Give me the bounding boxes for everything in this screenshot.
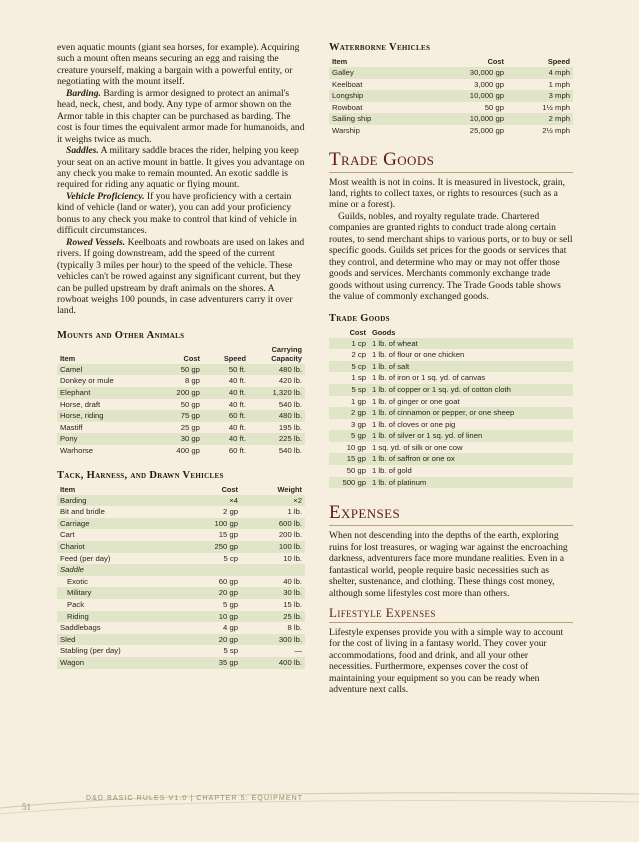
tack-cell: Bit and bridle (60, 507, 105, 517)
mounts-row (57, 410, 305, 422)
tack-cell: 15 gp (218, 530, 238, 540)
waterborne-table-title: Waterborne Vehicles (329, 42, 431, 53)
tack-cell: 2 gp (223, 507, 238, 517)
saddles-paragraph (57, 145, 305, 191)
vehicle-proficiency-body: If you have proficiency with a certain kind of vehicle (land or water), you can add your proficiency bonus to any check you make to control that kind of vehicle in difficult circumstances. (57, 190, 297, 237)
trade-goods-paragraph-1: Most wealth is not in coins. It is measured in livestock, grain, land, rights to collect taxes, or rights to resources (such as a mine or a forest). (329, 176, 566, 211)
trade-goods-cell: 1 gp (351, 396, 366, 406)
tack-cell: Stabling (per day) (60, 646, 121, 656)
trade-goods-cell: 5 gp (351, 431, 366, 441)
trade-goods-cell: 2 cp (351, 350, 366, 360)
trade-header-cost: Cost (349, 327, 366, 337)
trade-goods-cell: 1 lb. of iron or 1 sq. yd. of canvas (372, 373, 486, 383)
right-column (329, 42, 573, 696)
trade-goods-paragraph-2: Guilds, nobles, and royalty regulate trade. Chartered companies are granted rights to conduct trade along certain routes, to send merchant ships to various ports, or to buy or sell specific goods. Guilds set prices for the goods or services that they control, and determine who may or may not offer those goods and services. Merchants commonly exchange trade goods without using currency. The Trade Goods table shows the value of commonly exchanged goods. (329, 210, 573, 303)
trade-goods-row (329, 372, 573, 384)
mounts-cell: 50 ft. (228, 364, 246, 374)
tack-header-cost: Cost (221, 484, 238, 494)
mounts-cell: 40 ft. (228, 422, 246, 432)
trade-goods-row (329, 384, 573, 396)
trade-header-goods: Goods (372, 327, 396, 337)
expenses-heading: Expenses (329, 502, 401, 524)
barding-body: Barding is armor designed to protect an animal's head, neck, chest, and body. Any type of armor shown on the Armor table in this chapter can be purchased as barding. The cost is four times the equivalent armor made for humanoids, and it weighs twice as much. (57, 87, 305, 145)
tack-cell: 60 gp (218, 576, 238, 586)
tack-cell: 30 lb. (283, 588, 302, 598)
tack-cell: Riding (67, 611, 89, 621)
tack-cell: 600 lb. (278, 518, 302, 528)
trade-goods-cell: 1 lb. of ginger or one goat (372, 396, 460, 406)
tack-table-title: Tack, Harness, and Drawn Vehicles (57, 469, 224, 481)
saddles-lead: Saddles. (66, 145, 99, 157)
tack-cell: Wagon (60, 657, 85, 667)
trade-goods-cell: 10 gp (346, 442, 366, 452)
tack-row (57, 611, 305, 623)
waterborne-cell: 30,000 gp (469, 68, 504, 77)
tack-cell: Saddlebags (60, 623, 101, 633)
tack-cell: 250 gp (214, 542, 238, 551)
mounts-cell: 60 ft. (228, 446, 246, 456)
mounts-cell: Warhorse (60, 446, 94, 456)
waterborne-cell: 3 mph (548, 91, 570, 101)
trade-goods-cell: 1 lb. of platinum (372, 477, 427, 487)
tack-row (57, 495, 305, 507)
waterborne-header-cost: Cost (487, 57, 504, 66)
trade-goods-row (329, 430, 573, 442)
waterborne-cell: 3,000 gp (474, 79, 504, 89)
waterborne-header-speed: Speed (547, 57, 570, 66)
tack-row (57, 506, 305, 518)
trade-goods-cell: 1 lb. of saffron or one ox (372, 454, 455, 464)
mounts-table-body (57, 364, 305, 457)
mounts-continued-paragraph: even aquatic mounts (giant sea horses, for example). Acquiring such a mount often means securing an egg and raising the creature yourself, making a bargain with a powerful entity, or negotiating with the mount itself. (57, 42, 300, 88)
trade-goods-row (329, 407, 573, 419)
mounts-cell: Horse, draft (60, 399, 101, 409)
barding-lead: Barding. (66, 87, 101, 99)
mounts-cell: Donkey or mule (60, 376, 114, 386)
mounts-cell: 30 gp (180, 434, 200, 444)
mounts-cell: 40 ft. (228, 388, 246, 398)
mounts-cell: 420 lb. (278, 376, 302, 386)
tack-cell: Cart (60, 530, 75, 540)
trade-goods-table-title: Trade Goods (329, 312, 390, 324)
tack-cell: 5 sp (223, 646, 238, 656)
mounts-cell: Camel (60, 364, 83, 374)
waterborne-cell: 1 mph (548, 79, 570, 89)
mounts-row (57, 445, 305, 457)
left-column (57, 42, 305, 669)
tack-cell: 300 lb. (278, 634, 302, 644)
tack-cell (241, 564, 305, 576)
tack-cell: 20 gp (218, 588, 238, 598)
mounts-cell: Elephant (60, 388, 91, 398)
trade-goods-heading: Trade Goods (329, 148, 435, 170)
trade-goods-row (329, 465, 573, 477)
mounts-row (57, 422, 305, 434)
tack-row (57, 657, 305, 669)
waterborne-cell: Warship (332, 125, 360, 135)
tack-row (57, 622, 305, 634)
footer-text: D&D BASIC RULES V1.0 | CHAPTER 5: EQUIPMENT (86, 795, 304, 802)
barding-paragraph (57, 88, 305, 145)
waterborne-cell: Longship (332, 91, 364, 101)
waterborne-cell: Keelboat (332, 79, 363, 89)
rowed-vessels-body: Keelboats and rowboats are used on lakes and rivers. If going downstream, add the speed of the current (typically 3 miles per hour) to the speed of the vehicle. These vehicles can't be rowed against any significant current, but they can be pulled upstream by draft animals on the shores. A rowboat weighs 100 pounds, in case adventurers carry it over land. (57, 236, 305, 317)
trade-goods-cell: 1 lb. of salt (372, 361, 410, 371)
tack-cell: Exotic (67, 576, 88, 586)
expenses-paragraph: When not descending into the depths of the earth, exploring ruins for lost treasures, or waging war against the encroaching darkness, adventurers face more mundane realities. Even in a fantastical world, people require basic necessities such as shelter, sustenance, and clothing. These things cost money, although some lifestyles cost more than others. (329, 530, 568, 599)
waterborne-cell: 2 mph (548, 114, 570, 124)
tack-cell: 10 gp (218, 611, 238, 621)
tack-cell: 4 gp (223, 623, 238, 633)
trade-goods-table (329, 327, 573, 489)
tack-row (57, 541, 305, 553)
trade-goods-cell: 1 lb. of gold (372, 466, 412, 476)
mounts-header-item: Item (60, 353, 76, 363)
trade-goods-cell: 1 sq. yd. of silk or one cow (372, 442, 463, 452)
trade-goods-row (329, 396, 573, 408)
tack-cell: 400 lb. (278, 657, 302, 667)
waterborne-cell: 50 gp (484, 102, 504, 112)
vehicle-proficiency-lead: Vehicle Proficiency. (66, 190, 145, 202)
tack-row (57, 564, 305, 576)
trade-goods-cell: 1 lb. of wheat (372, 338, 418, 348)
tack-cell: — (294, 646, 302, 656)
vehicle-proficiency-paragraph (57, 191, 305, 237)
tack-cell: 25 lb. (283, 611, 302, 621)
mounts-cell: 400 gp (176, 446, 200, 456)
mounts-cell: Mastiff (60, 422, 83, 432)
tack-cell: 200 lb. (278, 530, 302, 540)
tack-cell: Military (67, 588, 92, 598)
trade-goods-cell: 500 gp (342, 477, 366, 487)
waterborne-row (329, 90, 573, 102)
waterborne-cell: 4 mph (548, 68, 570, 77)
waterborne-row (329, 102, 573, 114)
mounts-cell: 1,320 lb. (272, 388, 302, 398)
expenses-rule (329, 525, 573, 526)
trade-goods-cell: 1 sp (351, 373, 366, 383)
trade-goods-rule (329, 172, 573, 173)
lifestyle-rule (329, 622, 573, 623)
mounts-row (57, 375, 305, 387)
waterborne-table-body (329, 67, 573, 137)
mounts-table-title: Mounts and Other Animals (57, 329, 185, 341)
mounts-cell: Pony (60, 434, 78, 444)
tack-cell: ×4 (229, 495, 238, 505)
waterborne-cell: Galley (332, 68, 354, 77)
tack-cell: Feed (per day) (60, 553, 111, 563)
mounts-cell: 40 ft. (228, 434, 246, 444)
saddles-body: A military saddle braces the rider, helping you keep your seat on an active mount in battle. It gives you advantage on any check you make to remain mounted. An exotic saddle is required for riding any aquatic or flying mount. (57, 145, 305, 191)
trade-goods-cell: 3 gp (351, 419, 366, 429)
mounts-cell: Horse, riding (60, 411, 104, 421)
mounts-cell: 540 lb. (278, 446, 302, 456)
mounts-cell: 480 lb. (278, 364, 302, 374)
trade-goods-row (329, 453, 573, 465)
tack-cell: 100 lb. (278, 542, 302, 551)
waterborne-table (329, 56, 573, 137)
waterborne-cell: Rowboat (332, 102, 363, 112)
lifestyle-paragraph: Lifestyle expenses provide you with a simple way to account for the cost of living in a fantasy world. They cover your accommodations, food and drink, and all your other necessities. Furthermore, expenses cover the cost of maintaining your equipment so you can be ready when adventure next calls. (329, 626, 564, 696)
tack-cell (185, 564, 241, 576)
trade-goods-cell: 1 lb. of cinnamon or pepper, or one sheep (372, 408, 515, 418)
mounts-row (57, 387, 305, 399)
mounts-cell: 50 gp (180, 364, 200, 374)
trade-goods-cell: 1 lb. of flour or one chicken (372, 350, 465, 360)
mounts-cell: 480 lb. (278, 411, 302, 421)
mounts-cell: 75 gp (180, 411, 200, 421)
tack-cell: 5 gp (223, 599, 238, 609)
mounts-header-cost: Cost (183, 353, 200, 363)
trade-goods-row (329, 361, 573, 373)
tack-cell: 35 gp (218, 657, 238, 667)
tack-cell: ×2 (293, 495, 302, 505)
waterborne-cell: Sailing ship (332, 114, 372, 124)
tack-cell: Chariot (60, 542, 85, 551)
trade-goods-cell: 15 gp (346, 454, 366, 464)
tack-row (57, 645, 305, 657)
tack-row (57, 599, 305, 611)
page-number: 51 (22, 802, 31, 812)
mounts-cell: 200 gp (176, 388, 200, 398)
trade-goods-cell: 1 lb. of cloves or one pig (372, 419, 456, 429)
trade-goods-cell: 1 lb. of copper or 1 sq. yd. of cotton cloth (372, 384, 511, 394)
trade-goods-table-body (329, 338, 573, 489)
trade-goods-row (329, 477, 573, 489)
mounts-cell: 25 gp (180, 422, 200, 432)
tack-header-weight: Weight (277, 484, 302, 494)
mounts-cell: 195 lb. (278, 422, 302, 432)
waterborne-header-item: Item (332, 57, 348, 66)
tack-row (57, 587, 305, 599)
rowed-vessels-paragraph (57, 237, 305, 317)
tack-cell: Pack (67, 599, 85, 609)
waterborne-cell: 25,000 gp (469, 125, 504, 135)
mounts-cell: 225 lb. (278, 434, 302, 444)
trade-goods-cell: 1 lb. of silver or 1 sq. yd. of linen (372, 431, 483, 441)
trade-goods-cell: 5 sp (351, 384, 366, 394)
mounts-row (57, 433, 305, 445)
tack-cell: 40 lb. (283, 576, 302, 586)
tack-cell: Barding (60, 495, 87, 505)
waterborne-cell: 10,000 gp (469, 91, 504, 101)
mounts-cell: 40 ft. (228, 399, 246, 409)
waterborne-row (329, 113, 573, 125)
trade-goods-cell: 1 cp (351, 338, 366, 348)
trade-goods-cell: 2 gp (351, 408, 366, 418)
tack-table-body (57, 495, 305, 669)
tack-row (57, 553, 305, 565)
trade-goods-row (329, 442, 573, 454)
mounts-cell: 60 ft. (228, 411, 246, 421)
waterborne-cell: 1½ mph (542, 102, 570, 112)
trade-goods-cell: 50 gp (346, 466, 366, 476)
mounts-table (57, 344, 305, 457)
tack-cell: 15 lb. (283, 599, 302, 609)
mounts-row (57, 364, 305, 376)
trade-goods-row (329, 349, 573, 361)
lifestyle-expenses-heading: Lifestyle Expenses (329, 604, 436, 620)
mounts-cell: 540 lb. (278, 399, 302, 409)
tack-cell: 5 cp (223, 553, 238, 563)
mounts-header-speed: Speed (223, 353, 246, 363)
tack-row (57, 576, 305, 588)
tack-row (57, 634, 305, 646)
trade-goods-cell: 5 cp (351, 361, 366, 371)
rowed-vessels-lead: Rowed Vessels. (66, 236, 126, 248)
tack-cell: 1 lb. (287, 507, 302, 517)
mounts-header-capacity: Carrying Capacity (271, 344, 302, 363)
mounts-row (57, 399, 305, 411)
tack-cell: Carriage (60, 518, 90, 528)
trade-goods-row (329, 338, 573, 350)
tack-header-item: Item (60, 484, 76, 494)
waterborne-row (329, 67, 573, 79)
tack-cell: Sled (60, 634, 76, 644)
tack-cell: 100 gp (214, 518, 238, 528)
tack-table (57, 484, 305, 669)
tack-cell: 8 lb. (287, 623, 302, 633)
waterborne-row (329, 79, 573, 91)
waterborne-cell: 10,000 gp (469, 114, 504, 124)
mounts-cell: 50 gp (180, 399, 200, 409)
trade-goods-row (329, 419, 573, 431)
mounts-cell: 40 ft. (228, 376, 246, 386)
tack-cell: 20 gp (218, 634, 238, 644)
mounts-cell: 8 gp (184, 376, 200, 386)
tack-cell: Saddle (60, 565, 84, 575)
waterborne-cell: 2½ mph (542, 125, 570, 135)
tack-cell: 10 lb. (283, 553, 302, 563)
tack-row (57, 518, 305, 530)
waterborne-row (329, 125, 573, 137)
tack-row (57, 529, 305, 541)
